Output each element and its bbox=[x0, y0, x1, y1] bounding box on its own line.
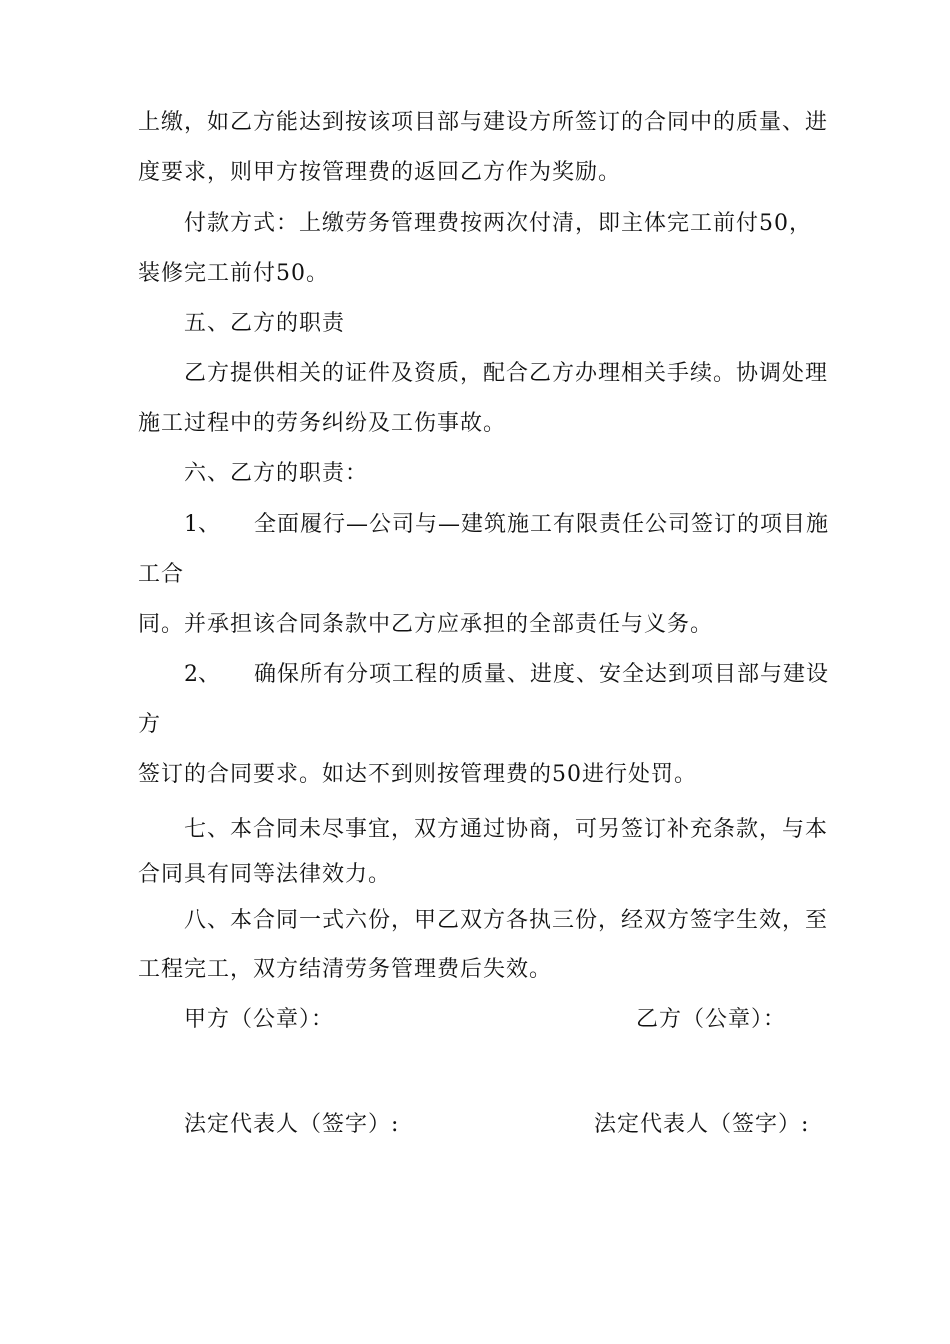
section-7-line: 合同具有同等法律效力。 bbox=[138, 862, 392, 887]
section-heading-5: 五、乙方的职责 bbox=[184, 311, 346, 336]
list-item-text: 方 bbox=[138, 712, 162, 737]
paragraph-line: 施工过程中的劳务纠纷及工伤事故。 bbox=[138, 411, 507, 436]
list-item-number: 2、 bbox=[184, 662, 220, 687]
section-8-line: 工程完工，双方结清劳务管理费后失效。 bbox=[138, 957, 553, 982]
party-a-representative-label: 法定代表人（签字）: bbox=[184, 1112, 400, 1137]
list-item-text: 签订的合同要求。如达不到则按管理费的50进行处罚。 bbox=[138, 762, 697, 787]
section-heading-6: 六、乙方的职责： bbox=[184, 461, 369, 486]
list-item-number: 1、 bbox=[184, 512, 220, 537]
paragraph-line: 上缴，如乙方能达到按该项目部与建设方所签订的合同中的质量、进 bbox=[138, 110, 829, 135]
section-7-line: 七、本合同未尽事宜，双方通过协商，可另签订补充条款，与本 bbox=[184, 817, 829, 842]
list-item-text: 工合 bbox=[138, 562, 185, 587]
payment-method-line: 付款方式：上缴劳务管理费按两次付清，即主体完工前付50， bbox=[184, 211, 812, 236]
section-8-line: 八、本合同一式六份，甲乙双方各执三份，经双方签字生效，至 bbox=[184, 908, 829, 933]
paragraph-line: 乙方提供相关的证件及资质，配合乙方办理相关手续。协调处理 bbox=[184, 361, 829, 386]
list-item-text: 全面履行—公司与—建筑施工有限责任公司签订的项目施 bbox=[254, 512, 830, 537]
party-a-seal-label: 甲方（公章）： bbox=[184, 1007, 335, 1032]
party-b-representative-label: 法定代表人（签字）: bbox=[594, 1112, 810, 1137]
payment-method-line: 装修完工前付50。 bbox=[138, 261, 329, 286]
party-b-seal-label: 乙方（公章）： bbox=[636, 1007, 787, 1032]
list-item-text: 同。并承担该合同条款中乙方应承担的全部责任与义务。 bbox=[138, 612, 714, 637]
list-item-text: 确保所有分项工程的质量、进度、安全达到项目部与建设 bbox=[254, 662, 830, 687]
paragraph-line: 度要求，则甲方按管理费的返回乙方作为奖励。 bbox=[138, 160, 622, 185]
